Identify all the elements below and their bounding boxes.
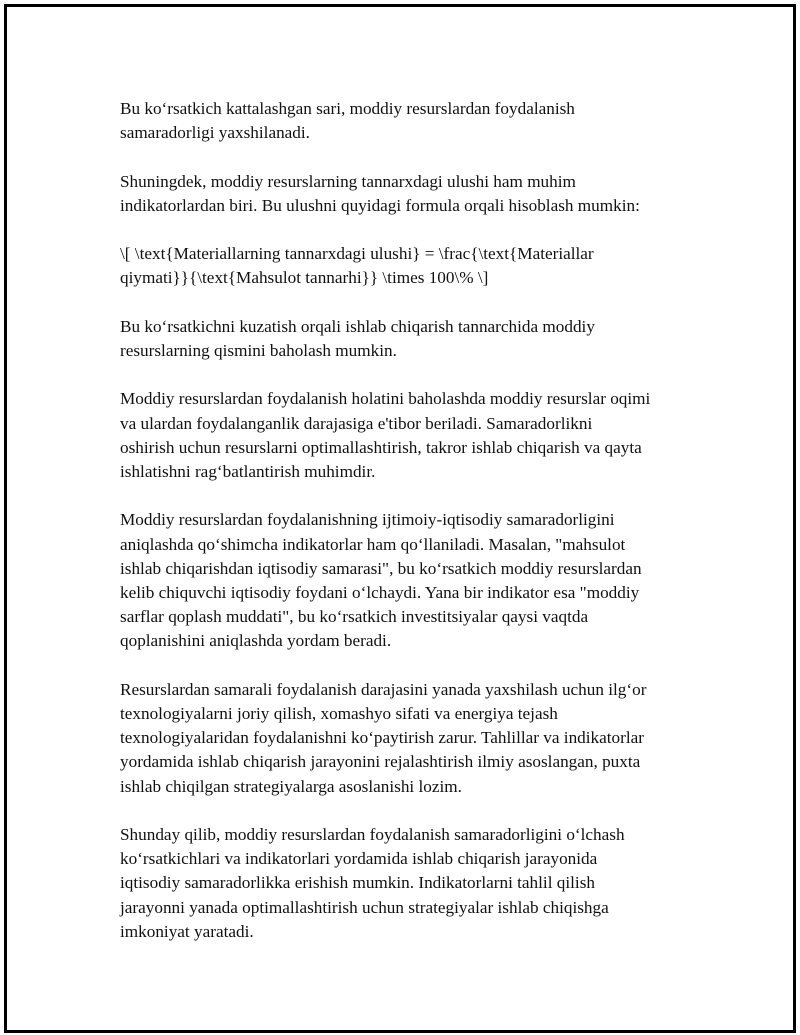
paragraph-indicator-growth: Bu ko‘rsatkich kattalashgan sari, moddiy resurslardan foydalanish samaradorligi yaxshilanadi.: [120, 99, 575, 143]
page-frame: [4, 4, 796, 1033]
paragraph-resource-flow: Moddiy resurslardan foydalanish holatini baholashda moddiy resurslar oqimi va ulardan foydalanganlik darajasiga e'tibor beriladi. Samaradorlikni oshirish uchun resurslarni optimallashtirish, takror ishlab chiqarish va qayta ishlatishni rag‘batlantirish muhimdir.: [120, 389, 651, 481]
paragraph-formula: \[ \text{Materiallarning tannarxdagi ulushi} = \frac{\text{Materiallar qiymati}}{\text{Mahsulot tannarhi}} \times 100\% \]: [120, 244, 594, 288]
paragraph-technology-improvement: Resurslardan samarali foydalanish darajasini yanada yaxshilash uchun ilg‘or texnologiyalarni joriy qilish, xomashyo sifati va energiya tejash texnologiyalaridan foydalanishni ko‘paytirish zarur. Tahlillar va indikatorlar yordamida ishlab chiqarish jarayonini rejalashtirish ilmiy asoslangan, puxta ishlab chiqilgan strategiyalarga asoslanishi lozim.: [120, 679, 647, 796]
paragraph-cost-assessment: Bu ko‘rsatkichni kuzatish orqali ishlab chiqarish tannarchida moddiy resurslarning qismini baholash mumkin.: [120, 316, 595, 360]
paragraph-socio-economic-indicators: Moddiy resurslardan foydalanishning ijtimoiy-iqtisodiy samaradorligini aniqlashda qo‘shimcha indikatorlar ham qo‘llaniladi. Masalan, "mahsulot ishlab chiqarishdan iqtisodiy samarasi", bu ko‘rsatkich moddiy resurslardan kelib chiquvchi iqtisodiy foydani o‘lchaydi. Yana bir indikator esa "moddiy sarflar qoplash muddati", bu ko‘rsatkich investitsiyalar qaysi vaqtda qoplanishini aniqlashda yordam beradi.: [120, 510, 642, 651]
document-body: [120, 97, 700, 968]
paragraph-material-share-intro: Shuningdek, moddiy resurslarning tannarxdagi ulushi ham muhim indikatorlardan biri. Bu ulushni quyidagi formula orqali hisoblash mumkin:: [120, 171, 640, 215]
paragraph-conclusion: Shunday qilib, moddiy resurslardan foydalanish samaradorligini o‘lchash ko‘rsatkichlari va indikatorlari yordamida ishlab chiqarish jarayonida iqtisodiy samaradorlikka erishish mumkin. Indikatorlarni tahlil qilish jarayonni yanada optimallashtirish uchun strategiyalar ishlab chiqishga imkoniyat yaratadi.: [120, 824, 625, 941]
